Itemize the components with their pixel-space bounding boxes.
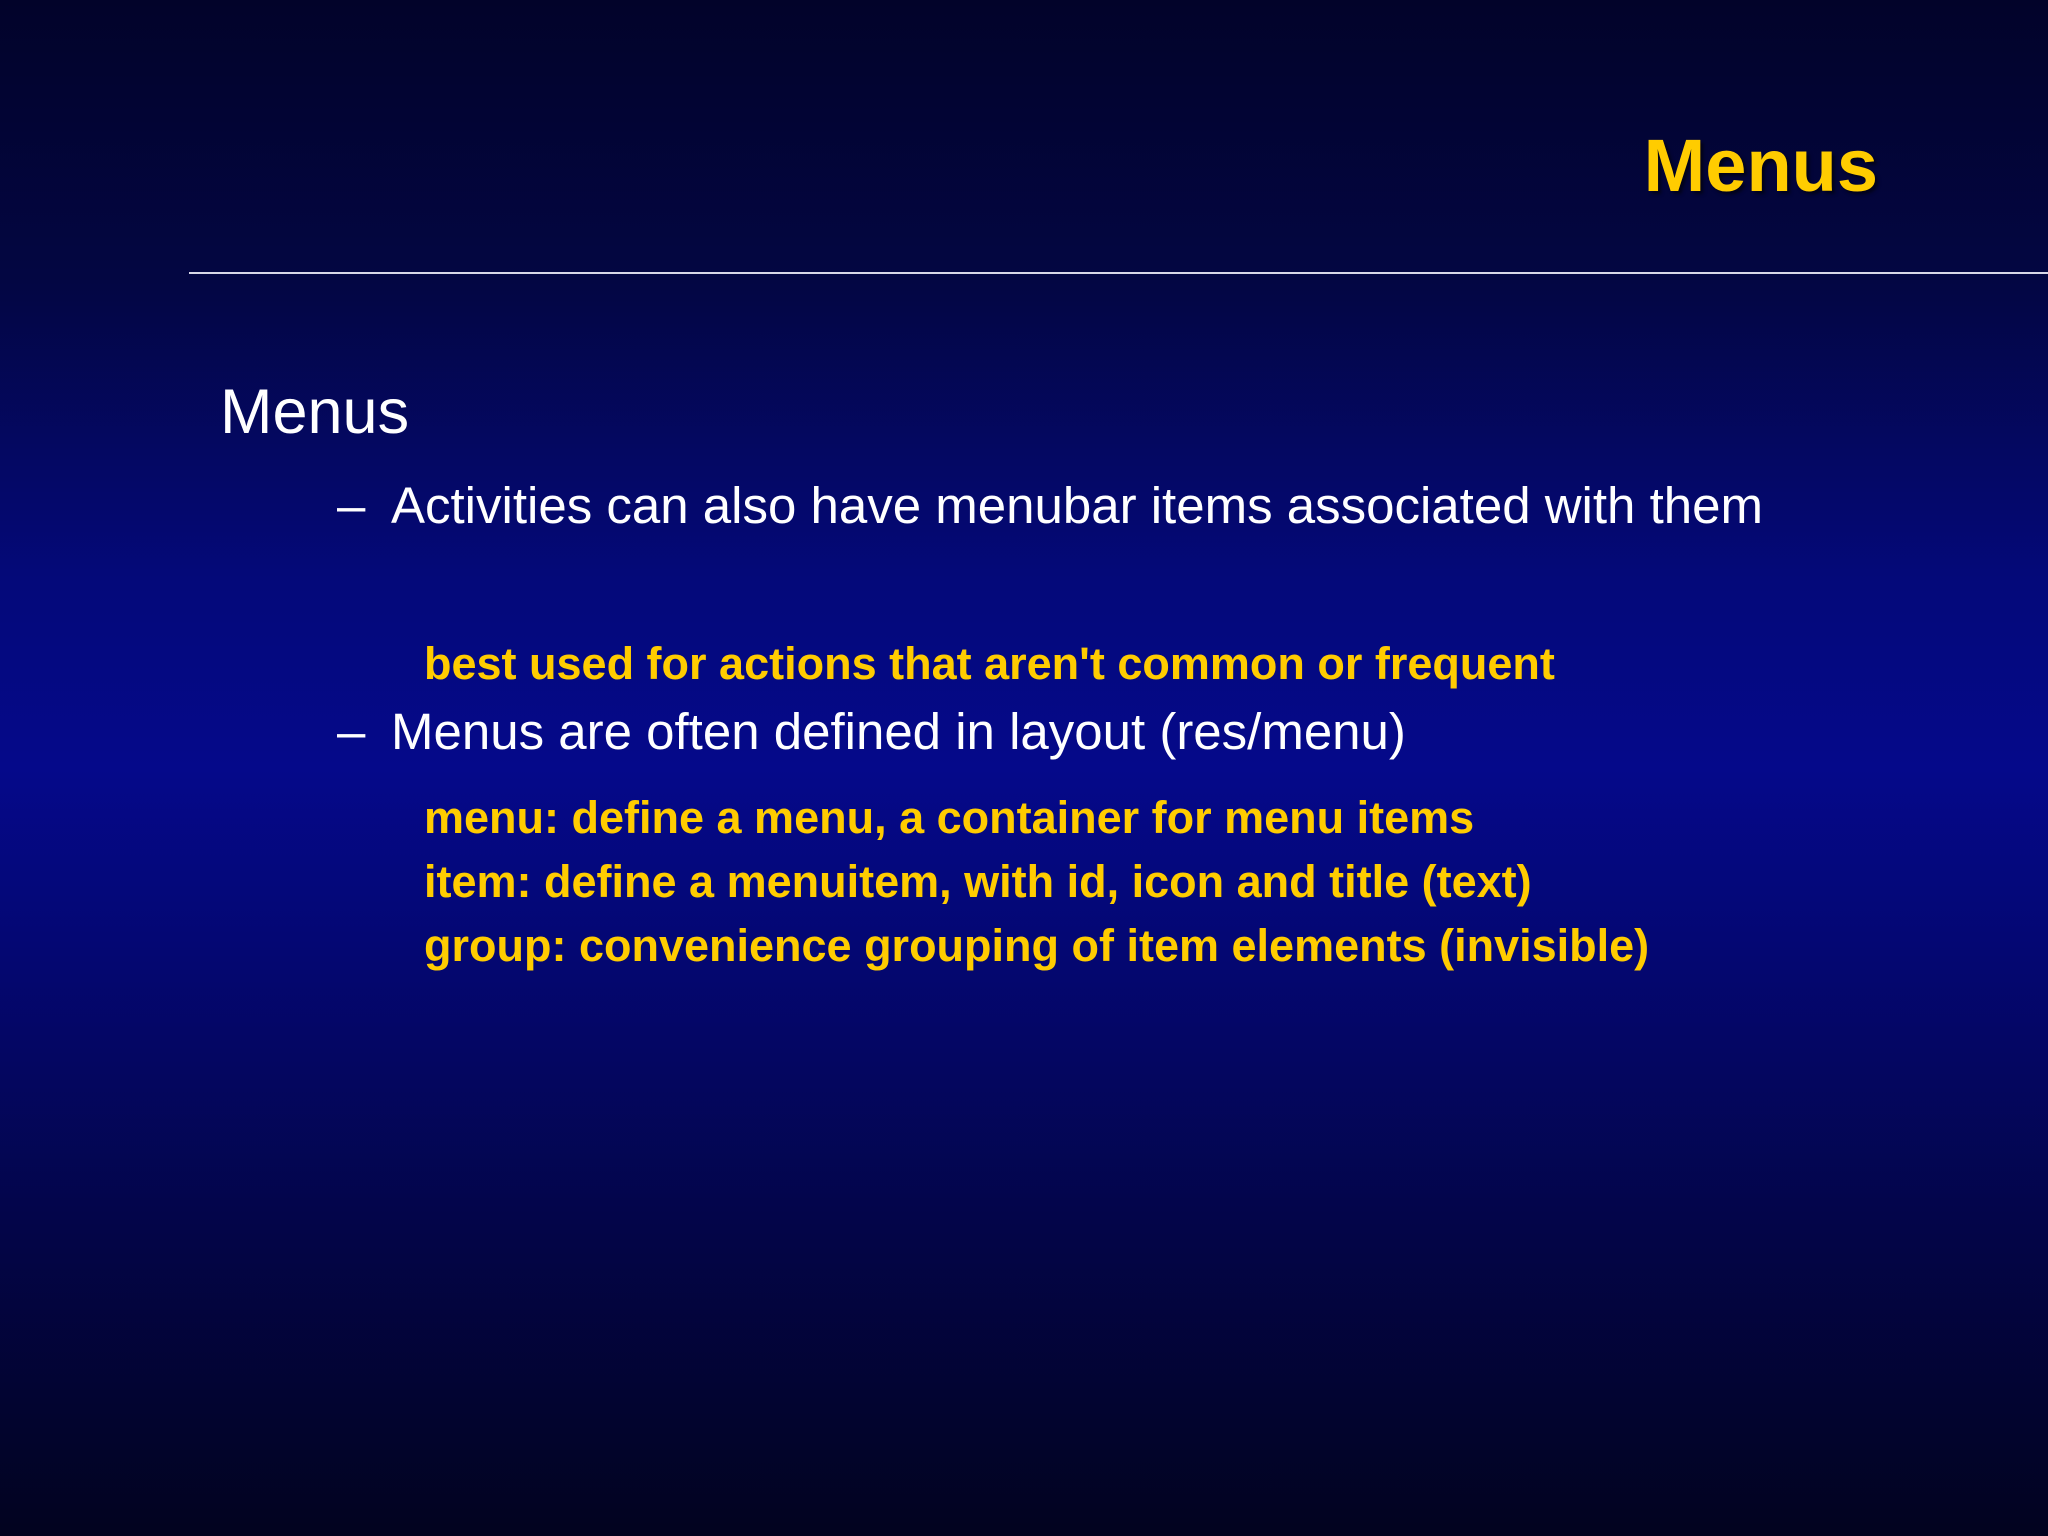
bullet-dash: – xyxy=(337,477,366,534)
bullet-text: Activities can also have menubar items associated with them xyxy=(391,477,1763,534)
note-best-used: best used for actions that aren't common or frequent xyxy=(424,638,1555,689)
bullet-dash: – xyxy=(337,703,366,760)
note-menu-definition: menu: define a menu, a container for menu items xyxy=(424,792,1475,843)
bullet-text: Menus are often defined in layout (res/menu) xyxy=(391,703,1406,760)
note-item-definition: item: define a menuitem, with id, icon and title (text) xyxy=(424,856,1532,907)
note-group-definition: group: convenience grouping of item elements (invisible) xyxy=(424,920,1650,971)
main-point: Menus xyxy=(220,377,410,447)
slide-title: Menus xyxy=(1643,124,1878,207)
